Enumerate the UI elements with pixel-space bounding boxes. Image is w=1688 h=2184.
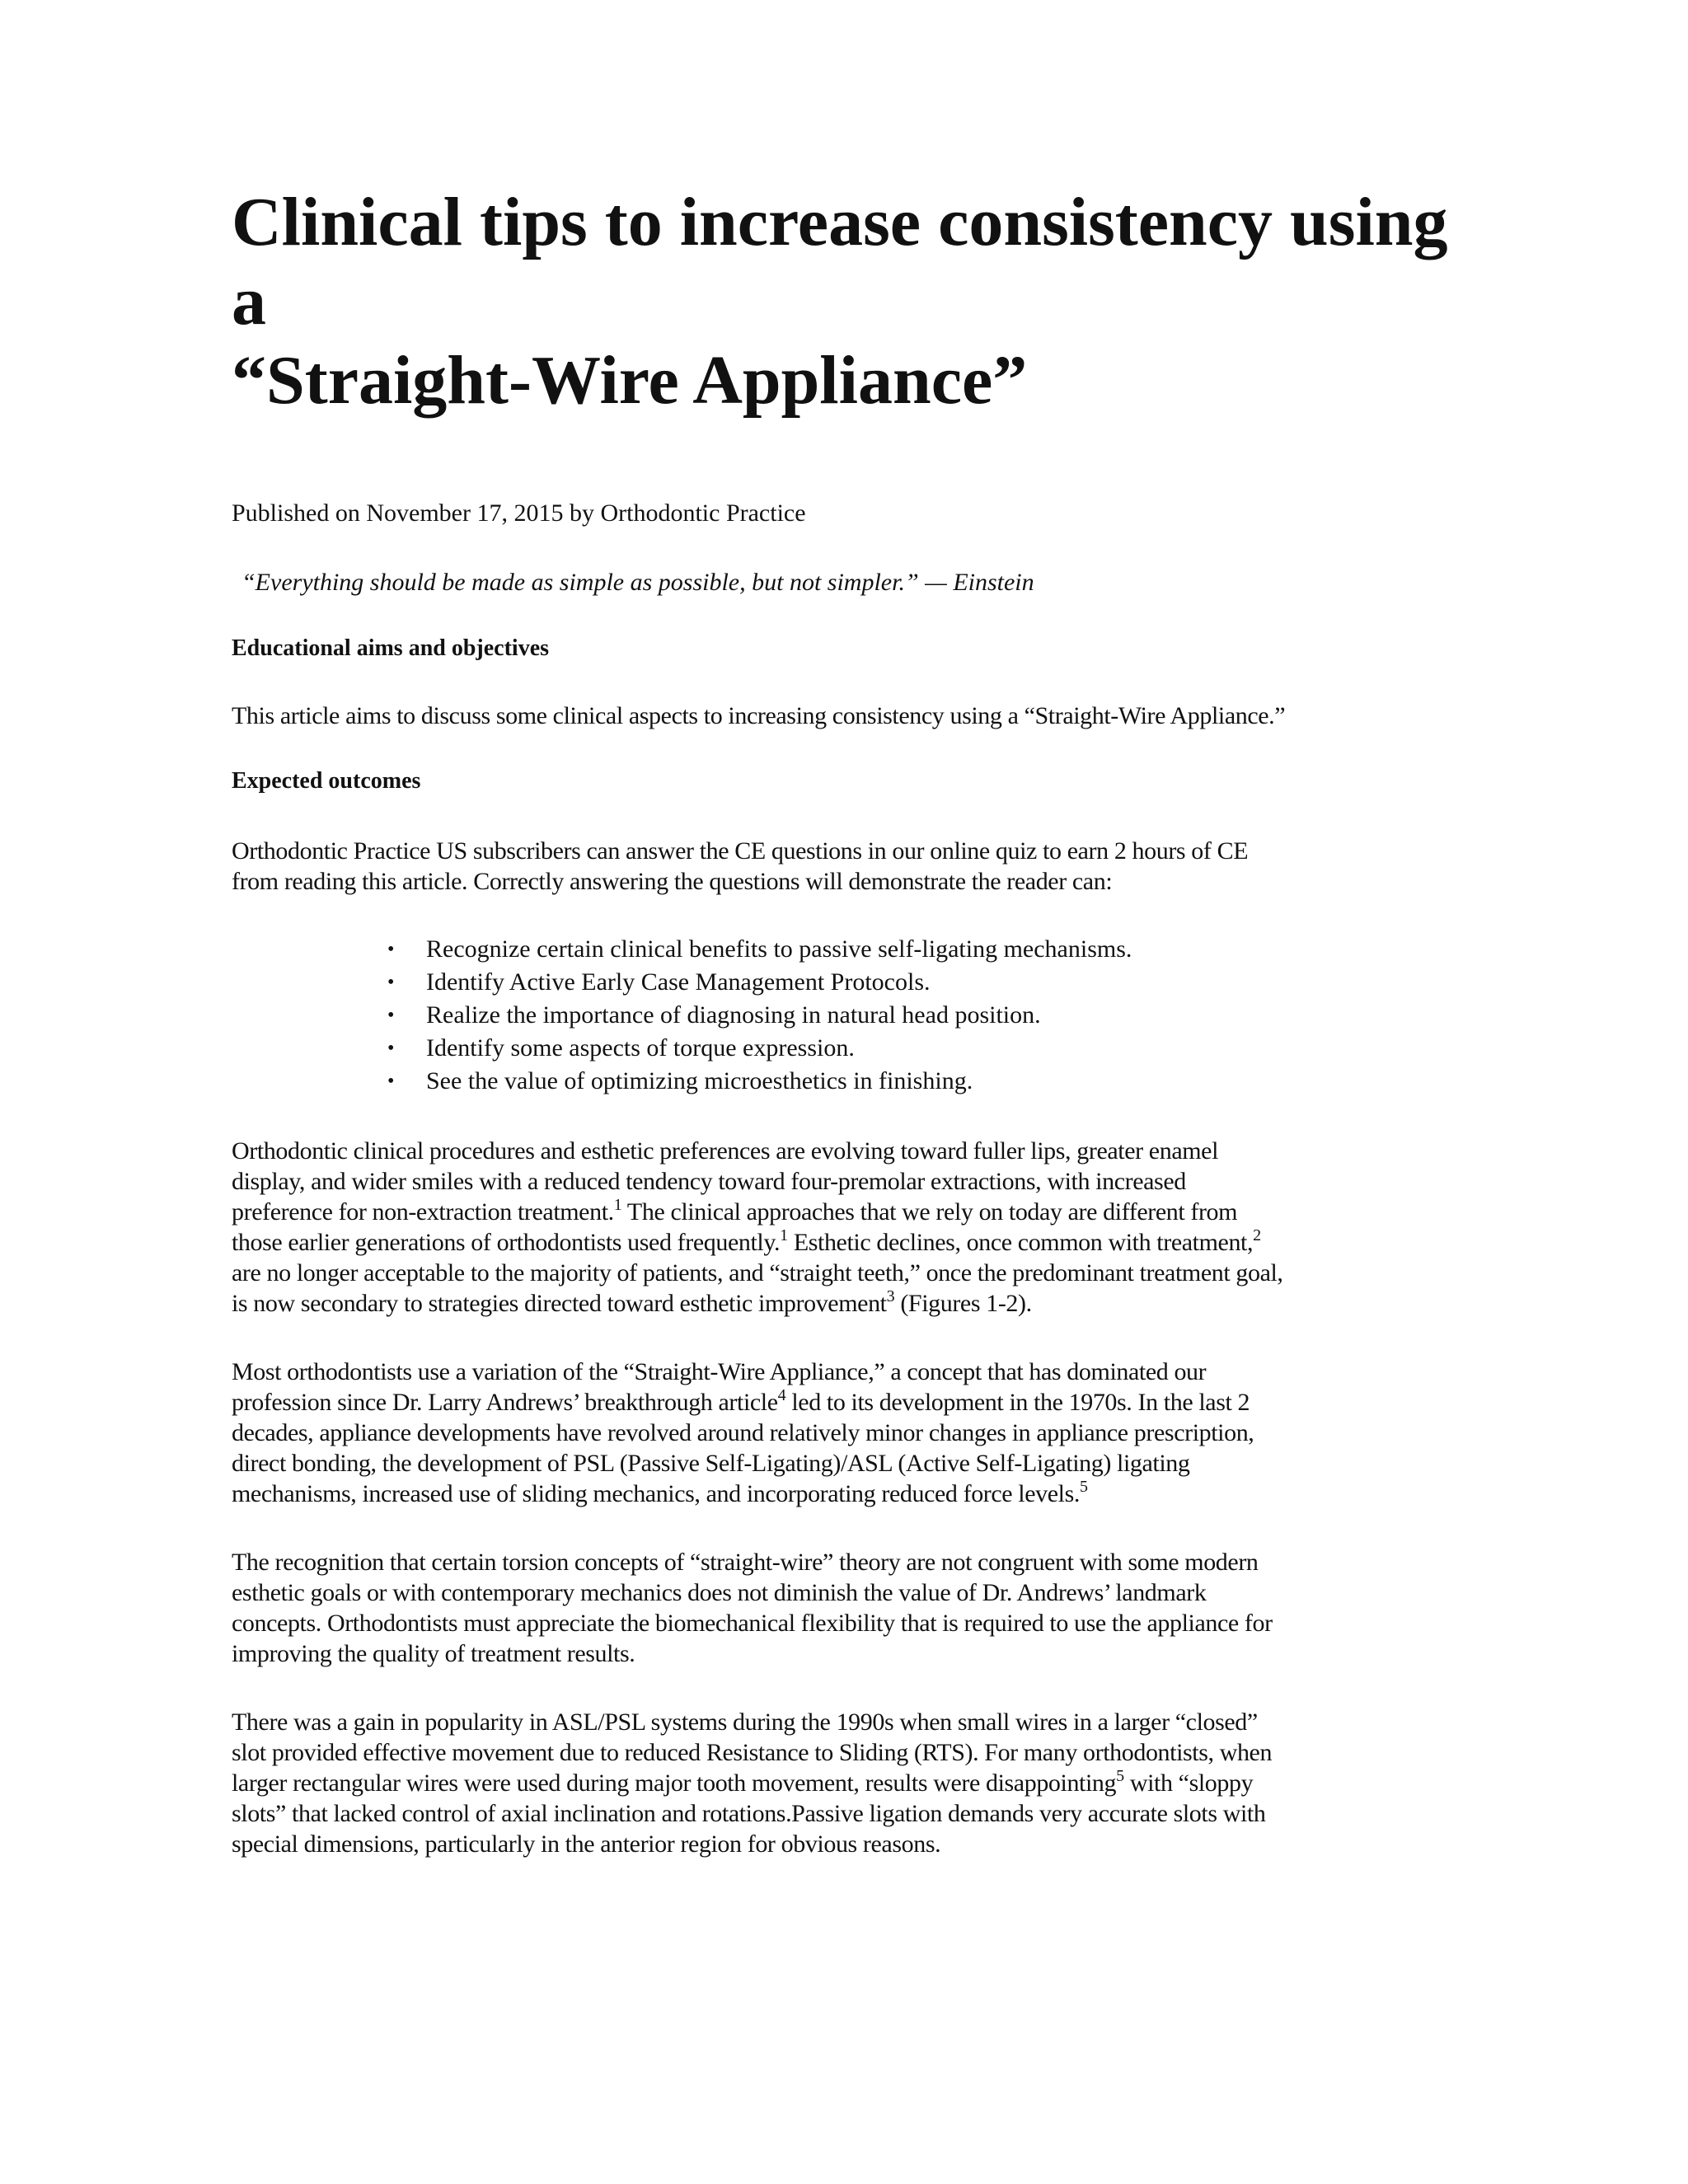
list-item: [232, 1032, 1468, 1065]
epigraph-quote: “Everything should be made as simple as possible, but not simpler.” — Einstein: [241, 569, 1034, 596]
aims-text: This article aims to discuss some clinical aspects to increasing consistency using a “Straight-Wire Appliance.”: [232, 702, 1286, 729]
paragraph-line: (Figures 1-2).: [894, 1290, 1032, 1317]
article-title: [232, 183, 1468, 420]
bullet-icon: •: [387, 972, 395, 993]
paragraph-line: slot provided effective movement due to reduced Resistance to Sliding (RTS). For many orthodontists, when: [232, 1739, 1273, 1766]
paragraph-line: led to its development in the 1970s. In the last 2: [785, 1389, 1250, 1416]
paragraph-line: Orthodontic clinical procedures and esthetic preferences are evolving toward fuller lips, greater enamel: [232, 1137, 1219, 1165]
footnote-ref: 1: [780, 1226, 788, 1244]
paragraph-line: preference for non-extraction treatment.: [232, 1198, 614, 1226]
paragraph-line: The recognition that certain torsion concepts of “straight-wire” theory are not congruent with some modern: [232, 1549, 1259, 1576]
paragraph-line: slots” that lacked control of axial inclination and rotations.Passive ligation demands very accurate slots with: [232, 1800, 1266, 1827]
list-item-text: See the value of optimizing microesthetics in finishing.: [426, 1067, 973, 1094]
body-paragraph-3: [232, 1547, 1468, 1669]
footnote-ref: 5: [1116, 1767, 1124, 1785]
paragraph-line: There was a gain in popularity in ASL/PSL systems during the 1990s when small wires in a larger “closed”: [232, 1708, 1258, 1736]
list-item-text: Realize the importance of diagnosing in natural head position.: [426, 1001, 1041, 1029]
list-item-text: Identify some aspects of torque expression.: [426, 1034, 855, 1062]
paragraph-line: concepts. Orthodontists must appreciate the biomechanical flexibility that is required to use the appliance for: [232, 1610, 1273, 1637]
paragraph-line: those earlier generations of orthodontists used frequently.: [232, 1229, 781, 1256]
aims-heading: Educational aims and objectives: [232, 635, 550, 661]
list-item-text: Identify Active Early Case Management Protocols.: [426, 968, 931, 996]
list-item-text: Recognize certain clinical benefits to passive self-ligating mechanisms.: [426, 935, 1132, 963]
bullet-icon: •: [387, 939, 395, 960]
title-line-1: Clinical tips to increase consistency using a: [232, 184, 1448, 340]
list-item: [232, 1065, 1468, 1098]
body-paragraph-2: [232, 1357, 1468, 1509]
paragraph-line: display, and wider smiles with a reduced tendency toward four-premolar extractions, with increased: [232, 1168, 1186, 1195]
paragraph-line: The clinical approaches that we rely on today are different from: [621, 1198, 1238, 1226]
outcomes-line-1: Orthodontic Practice US subscribers can answer the CE questions in our online quiz to earn 2 hours of CE: [232, 837, 1249, 865]
bullet-icon: •: [387, 1005, 395, 1026]
outcomes-heading: Expected outcomes: [232, 768, 421, 794]
list-item: [232, 999, 1468, 1032]
paragraph-line: special dimensions, particularly in the anterior region for obvious reasons.: [232, 1830, 941, 1858]
paragraph-line: larger rectangular wires were used during major tooth movement, results were disappointing: [232, 1769, 1117, 1797]
paragraph-line: profession since Dr. Larry Andrews’ breakthrough article: [232, 1389, 778, 1416]
paragraph-line: with “sloppy: [1123, 1769, 1254, 1797]
list-item: [232, 966, 1468, 999]
body-paragraph-1: [232, 1136, 1468, 1319]
paragraph-line: improving the quality of treatment results.: [232, 1640, 635, 1667]
outcomes-list: [232, 933, 1468, 1098]
footnote-ref: 1: [613, 1196, 622, 1214]
paragraph-line: direct bonding, the development of PSL (Passive Self-Ligating)/ASL (Active Self-Ligating) ligating: [232, 1450, 1190, 1477]
paragraph-line: are no longer acceptable to the majority of patients, and “straight teeth,” once the predominant treatment goal,: [232, 1259, 1283, 1286]
paragraph-line: Esthetic declines, once common with treatment,: [787, 1229, 1254, 1256]
list-item: [232, 933, 1468, 966]
bullet-icon: •: [387, 1038, 395, 1059]
title-line-2: “Straight-Wire Appliance”: [232, 342, 1028, 419]
byline: Published on November 17, 2015 by Orthodontic Practice: [232, 499, 806, 527]
paragraph-line: decades, appliance developments have revolved around relatively minor changes in appliance prescription,: [232, 1419, 1254, 1446]
paragraph-line: mechanisms, increased use of sliding mechanics, and incorporating reduced force levels.: [232, 1480, 1080, 1507]
footnote-ref: 3: [886, 1287, 895, 1305]
article: [232, 183, 1468, 1859]
body-paragraph-4: [232, 1707, 1468, 1859]
bullet-icon: •: [387, 1071, 395, 1092]
footnote-ref: 4: [777, 1386, 786, 1404]
footnote-ref: 2: [1253, 1226, 1261, 1244]
paragraph-line: esthetic goals or with contemporary mechanics does not diminish the value of Dr. Andrews’ landmark: [232, 1579, 1207, 1606]
outcomes-text: [232, 836, 1468, 897]
footnote-ref: 5: [1080, 1478, 1088, 1496]
paragraph-line: is now secondary to strategies directed toward esthetic improvement: [232, 1290, 887, 1317]
paragraph-line: Most orthodontists use a variation of the “Straight-Wire Appliance,” a concept that has dominated our: [232, 1358, 1207, 1385]
outcomes-line-2: from reading this article. Correctly answering the questions will demonstrate the reader can:: [232, 868, 1113, 895]
